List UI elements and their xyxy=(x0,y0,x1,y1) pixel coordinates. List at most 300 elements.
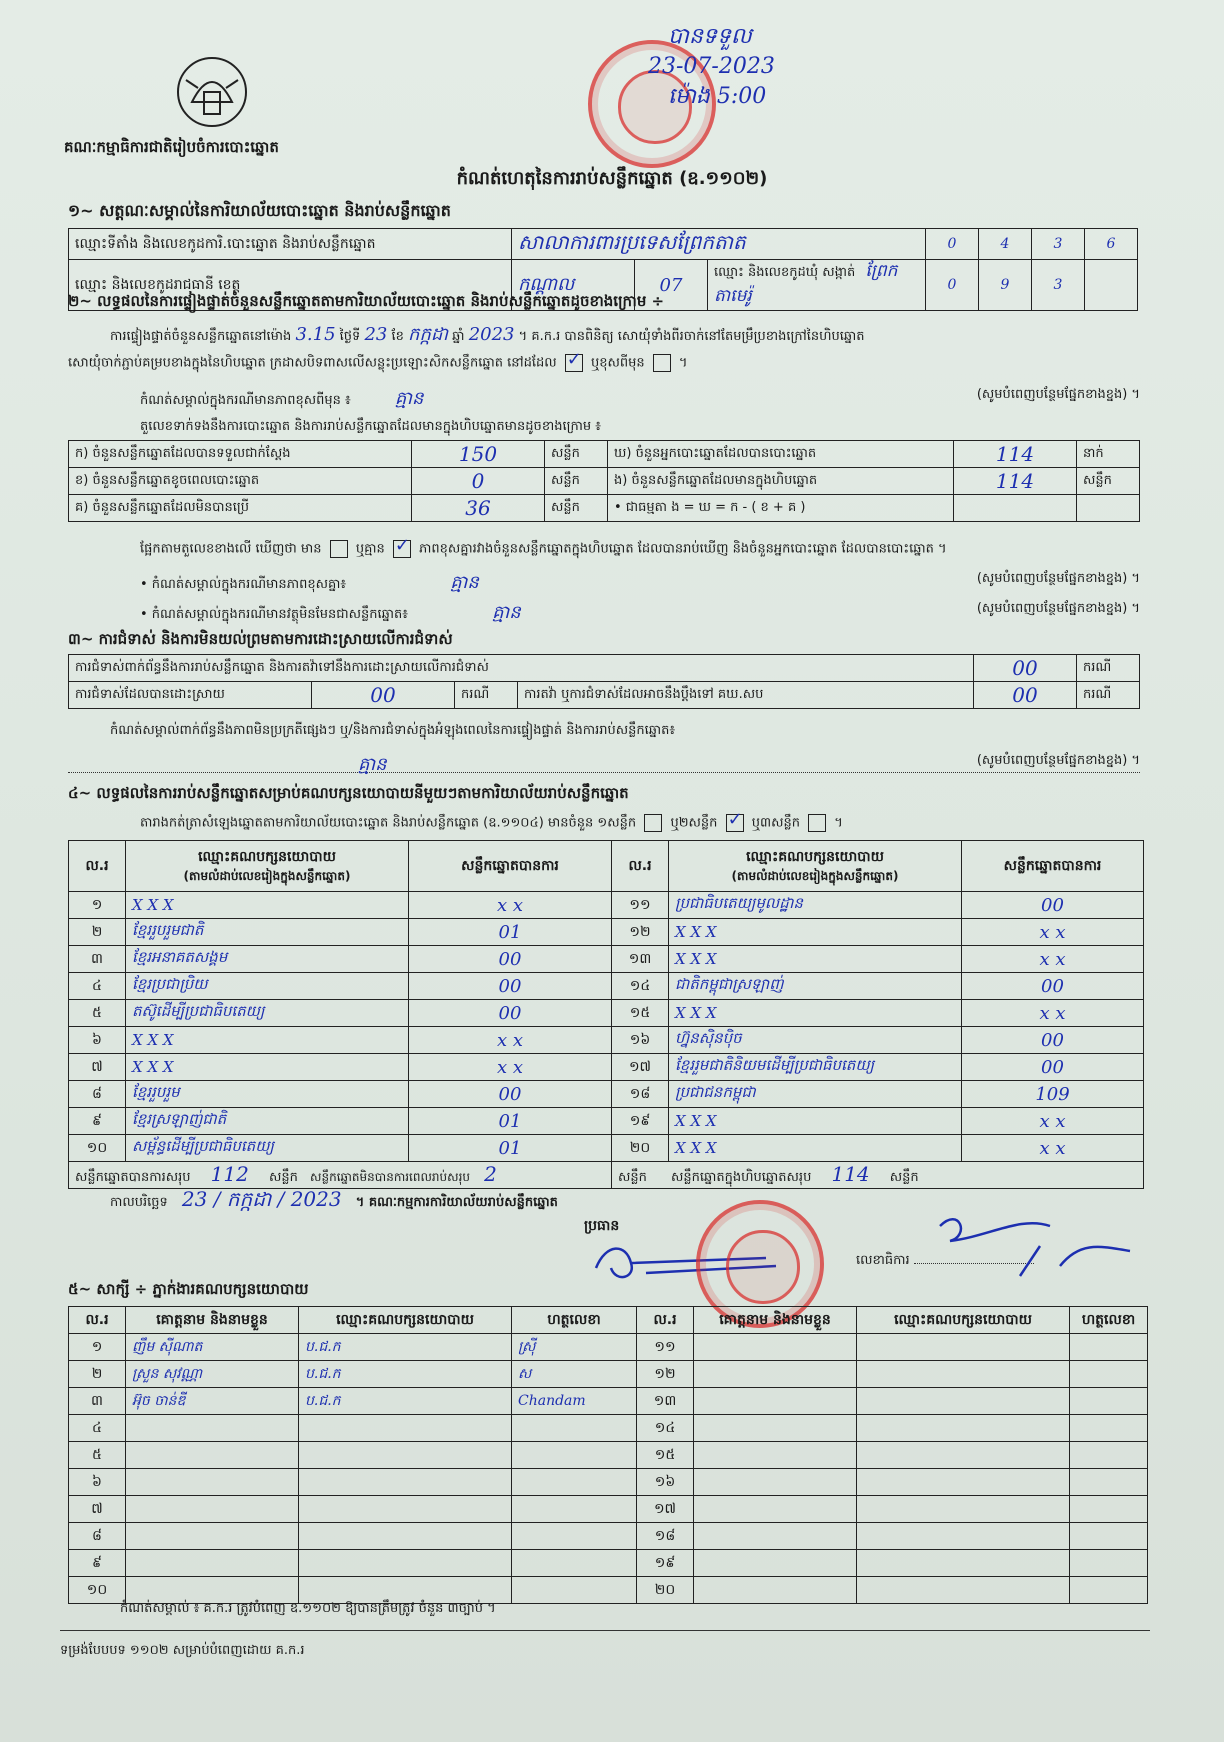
party-name: ខ្មែររួបរួមជាតិ xyxy=(126,919,409,946)
party-no: ១១ xyxy=(612,892,669,919)
party-row xyxy=(69,919,1144,946)
witness-signature xyxy=(512,1550,637,1577)
witness-no: ៦ xyxy=(69,1469,126,1496)
note1-suffix: (សូមបំពេញបន្ថែមផ្នែកខាងខ្នង) ។ xyxy=(976,387,1140,402)
count-right-value: 114 xyxy=(954,468,1077,495)
party-name: X X X xyxy=(669,1000,962,1027)
witness-party xyxy=(857,1523,1070,1550)
invalid-unit: សន្លឹក xyxy=(618,1170,647,1185)
receipt-line2: 23-07-2023 xyxy=(648,54,775,79)
party-no: ១២ xyxy=(612,919,669,946)
witness-name xyxy=(126,1442,299,1469)
note3-label: • កំណត់សម្គាល់ក្នុងករណីមានវត្ថុមិនមែនជាសន្លឹកឆ្នោត៖ xyxy=(140,607,408,622)
witness-signature xyxy=(512,1469,637,1496)
witness-no: ១២ xyxy=(637,1361,694,1388)
total-unit: សន្លឹក xyxy=(269,1170,298,1185)
party-no: ១៥ xyxy=(612,1000,669,1027)
count-left-label: ខ) ចំនួនសន្លឹកឆ្នោតខូចពេលបោះឆ្នោត xyxy=(69,468,412,495)
party-no: ៩ xyxy=(69,1108,126,1135)
witness-party xyxy=(857,1361,1070,1388)
party-no: ១៤ xyxy=(612,973,669,1000)
party-name: ជាតិកម្ពុជាស្រឡាញ់ xyxy=(669,973,962,1000)
w-col-name: គោត្តនាម និងនាមខ្លួន xyxy=(126,1307,299,1334)
witness-no: ១១ xyxy=(637,1334,694,1361)
count-left-value: 0 xyxy=(412,468,545,495)
witness-row xyxy=(69,1361,1148,1388)
note2-suffix: (សូមបំពេញបន្ថែមផ្នែកខាងខ្នង) ។ xyxy=(976,571,1140,586)
section3-note: កំណត់សម្គាល់ពាក់ព័ន្ធនឹងភាពមិនប្រក្រតីផ្សេងៗ ឬ/និងការជំទាស់ក្នុងអំឡុងពេលនៃការផ្ទៀងផ្ទាត់ និងការរាប់សន្លឹកឆ្នោត៖ xyxy=(110,723,676,738)
witness-no: ៤ xyxy=(69,1415,126,1442)
commune-value: ព្រែកតាមេរ៉ូ xyxy=(714,261,898,306)
unchanged-checkbox[interactable] xyxy=(565,354,583,372)
witness-no: ១៧ xyxy=(637,1496,694,1523)
party-row xyxy=(69,1054,1144,1081)
witness-no: ១៩ xyxy=(637,1550,694,1577)
witness-party xyxy=(857,1496,1070,1523)
witness-no: ៥ xyxy=(69,1442,126,1469)
party-name: X X X xyxy=(126,892,409,919)
party-name: X X X xyxy=(669,919,962,946)
witness-party xyxy=(299,1523,512,1550)
w-col-sign-r: ហត្ថលេខា xyxy=(1070,1307,1148,1334)
witness-signature xyxy=(1070,1496,1148,1523)
party-votes: 01 xyxy=(409,919,612,946)
section1-heading: ១~ សត្តណៈសម្គាល់នៃការិយាល័យបោះឆ្នោត និងរាប់សន្លឹកឆ្នោត xyxy=(68,201,451,220)
province-value: កណ្ដាល xyxy=(512,260,635,311)
witness-row xyxy=(69,1523,1148,1550)
total-label: សន្លឹកឆ្នោតបានការសរុប xyxy=(75,1170,191,1185)
note3-row xyxy=(140,600,1140,627)
witness-name xyxy=(126,1415,299,1442)
witness-name xyxy=(126,1496,299,1523)
witness-signature xyxy=(1070,1334,1148,1361)
witness-party xyxy=(857,1442,1070,1469)
witness-name xyxy=(694,1334,857,1361)
witness-signature xyxy=(512,1442,637,1469)
witness-table xyxy=(68,1306,1148,1604)
col-votes-left: សន្លឹកឆ្នោតបានការ xyxy=(409,841,612,892)
witness-name xyxy=(126,1550,299,1577)
count-table xyxy=(68,440,1140,522)
p1-b: ថ្ងៃទី xyxy=(339,329,361,344)
w-col-party-r: ឈ្មោះគណបក្សនយោបាយ xyxy=(857,1307,1070,1334)
witness-no: ៩ xyxy=(69,1550,126,1577)
objection-unit: ករណី xyxy=(1077,655,1140,682)
witness-party xyxy=(299,1469,512,1496)
p2-text: សោយ៉ំចាក់ភ្ជាប់គម្របខាងក្នុងនៃហិបឆ្នោត ក្រដាសបិទពាសលើសន្លុះប្រឡោះសិកសន្លឹកឆ្នោត នៅដដែល xyxy=(68,355,557,371)
appeal-value: 00 xyxy=(974,682,1077,709)
p1-a: ការផ្ទៀងផ្ទាត់ចំនួនសន្លឹកឆ្នោតនៅម៉ោង xyxy=(110,329,292,344)
two-sheet-checkbox[interactable] xyxy=(726,814,744,832)
witness-party xyxy=(299,1496,512,1523)
party-name: តស៊ូដើម្បីប្រជាធិបតេយ្យ xyxy=(126,1000,409,1027)
p1-d: ឆ្នាំ xyxy=(452,329,465,344)
compare-c: ភាពខុសគ្នារវាងចំនួនសន្លឹកឆ្នោតក្នុងហិបឆ្នោត ដែលបានរាប់ឃើញ និងចំនួនអ្នកបោះឆ្នោត ដែលបានបោះឆ្នោត ។ xyxy=(419,541,947,557)
witness-row xyxy=(69,1496,1148,1523)
witness-signature xyxy=(512,1415,637,1442)
chair-label: ប្រធាន xyxy=(584,1218,620,1234)
witness-name xyxy=(694,1388,857,1415)
secretary-signature xyxy=(930,1206,1160,1286)
party-name: X X X xyxy=(126,1027,409,1054)
party-votes: x x xyxy=(409,1027,612,1054)
party-no: ១៩ xyxy=(612,1108,669,1135)
note2-value: គ្មាន xyxy=(450,572,479,593)
note2-row xyxy=(140,570,1140,597)
witness-signature: Chandam xyxy=(512,1388,637,1415)
party-row xyxy=(69,1027,1144,1054)
appeal-unit: ករណី xyxy=(1077,682,1140,709)
col-party-left-title: ឈ្មោះគណបក្សនយោបាយ xyxy=(198,848,336,865)
witness-name xyxy=(694,1442,857,1469)
witness-name xyxy=(694,1415,857,1442)
station-code-digit: 0 xyxy=(926,229,979,260)
w-col-party: ឈ្មោះគណបក្សនយោបាយ xyxy=(299,1307,512,1334)
witness-no: ១០ xyxy=(69,1577,126,1604)
witness-name xyxy=(694,1469,857,1496)
party-no: ៤ xyxy=(69,973,126,1000)
date-value: 23 / កក្កដា / 2023 xyxy=(181,1187,342,1211)
count-left-value: 150 xyxy=(412,441,545,468)
witness-row xyxy=(69,1415,1148,1442)
party-no: ៥ xyxy=(69,1000,126,1027)
note3-suffix: (សូមបំពេញបន្ថែមផ្នែកខាងខ្នង) ។ xyxy=(976,601,1140,616)
section3-note-row xyxy=(68,752,1140,773)
footer-rule xyxy=(60,1630,1150,1631)
witness-signature: ស្រ៊ី xyxy=(512,1334,637,1361)
count-left-value: 36 xyxy=(412,495,545,522)
w-col-sign: ហត្ថលេខា xyxy=(512,1307,637,1334)
witness-no: ៨ xyxy=(69,1523,126,1550)
witness-signature xyxy=(1070,1442,1148,1469)
commune-label-text: ឈ្មោះ និងលេខកូដឃុំ សង្កាត់ xyxy=(714,265,856,280)
count-left-unit: សន្លឹក xyxy=(545,441,608,468)
invalid-value: 2 xyxy=(484,1162,497,1186)
col-votes-right: សន្លឹកឆ្នោតបានការ xyxy=(962,841,1144,892)
commune-code-digit: 3 xyxy=(1032,260,1085,311)
note1-label: កំណត់សម្គាល់ក្នុងករណីមានភាពខុសពីមុន ៖ xyxy=(140,393,351,408)
s4-intro-a: តារាងកត់ត្រាសំឡេងឆ្នោតតាមការិយាល័យបោះឆ្នោត និងរាប់សន្លឹកឆ្នោត (ឧ.១១០៤) មានចំនួន ១សន្លឹក xyxy=(140,815,637,831)
footnote: កំណត់សម្គាល់ ៖ គ.ក.រ ត្រូវបំពេញ ឧ.១១០២ ឱ្យបានត្រឹមត្រូវ ចំនួន ៣ច្បាប់ ។ xyxy=(120,1601,496,1616)
box-unit: សន្លឹក xyxy=(889,1170,919,1185)
box-label: សន្លឹកឆ្នោតក្នុងហិបឆ្នោតសរុប xyxy=(671,1170,812,1185)
witness-party xyxy=(857,1334,1070,1361)
witness-row xyxy=(69,1334,1148,1361)
party-name: ខ្មែរស្រឡាញ់ជាតិ xyxy=(126,1108,409,1135)
witness-party xyxy=(857,1469,1070,1496)
secretary-label: លេខាធិការ xyxy=(856,1253,910,1268)
objection-label: ការជំទាស់ពាក់ព័ន្ធនឹងការរាប់សន្លឹកឆ្នោត និងការតវ៉ាទៅនឹងការដោះស្រាយលើការជំទាស់ xyxy=(69,655,974,682)
commune-code-digit: 9 xyxy=(979,260,1032,311)
col-party-right xyxy=(669,841,962,892)
witness-signature xyxy=(512,1523,637,1550)
note1-row xyxy=(140,386,1140,413)
party-no: ១៣ xyxy=(612,946,669,973)
party-no: ១ xyxy=(69,892,126,919)
witness-name xyxy=(694,1577,857,1604)
w-col-name-r: គោត្តនាម និងនាមខ្លួន xyxy=(694,1307,857,1334)
compare-b: ឬគ្មាន xyxy=(355,541,385,557)
col-no-right: ល.រ xyxy=(612,841,669,892)
empty-cell xyxy=(1085,260,1138,311)
witness-party xyxy=(299,1442,512,1469)
witness-party xyxy=(857,1388,1070,1415)
witness-no: ១៦ xyxy=(637,1469,694,1496)
party-votes: 00 xyxy=(962,1054,1144,1081)
party-no: ១៨ xyxy=(612,1081,669,1108)
witness-signature: ស xyxy=(512,1361,637,1388)
party-no: ២ xyxy=(69,919,126,946)
resolved-value: 00 xyxy=(312,682,455,709)
resolved-unit: ករណី xyxy=(455,682,518,709)
party-no: ២០ xyxy=(612,1135,669,1162)
witness-party: ប.ជ.ក xyxy=(299,1388,512,1415)
party-name: ប្រជាជនកម្ពុជា xyxy=(669,1081,962,1108)
polling-station-value: សាលាការពារប្រទេសព្រែកតាត xyxy=(512,229,926,260)
resolved-label: ការជំទាស់ដែលបានដោះស្រាយ xyxy=(69,682,312,709)
no-difference-checkbox[interactable] xyxy=(393,540,411,558)
witness-party xyxy=(299,1415,512,1442)
party-no: ៦ xyxy=(69,1027,126,1054)
witness-no: ៣ xyxy=(69,1388,126,1415)
witness-no: ២ xyxy=(69,1361,126,1388)
party-votes: x x xyxy=(962,946,1144,973)
witness-signature xyxy=(1070,1469,1148,1496)
note2-label: • កំណត់សម្គាល់ក្នុងករណីមានភាពខុសគ្នា៖ xyxy=(140,577,347,592)
p1-day: 23 xyxy=(364,324,388,345)
section4-heading: ៤~ លទ្ធផលនៃការរាប់សន្លឹកឆ្នោតសម្រាប់គណបក្សនយោបាយនីមួយៗតាមការិយាល័យរាប់សន្លឹកឆ្នោត xyxy=(68,784,629,802)
section3-heading: ៣~ ការជំទាស់ និងការមិនយល់ព្រមតាមការដោះស្រាយលើការជំទាស់ xyxy=(68,630,453,648)
party-name: X X X xyxy=(669,946,962,973)
party-votes: 01 xyxy=(409,1108,612,1135)
party-no: ៨ xyxy=(69,1081,126,1108)
count-row xyxy=(69,495,1140,522)
party-votes: 01 xyxy=(409,1135,612,1162)
polling-station-label: ឈ្មោះទីតាំង និងលេខកូដការិ.បោះឆ្នោត និងរាប់សន្លឹកឆ្នោត xyxy=(69,229,512,260)
party-row xyxy=(69,1081,1144,1108)
note3-value: គ្មាន xyxy=(492,602,521,623)
party-name: ប្រជាធិបតេយ្យមូលដ្ឋាន xyxy=(669,892,962,919)
party-name: ហ្វ៊ុនស៊ិនប៉ិច xyxy=(669,1027,962,1054)
one-sheet-checkbox[interactable] xyxy=(644,814,662,832)
witness-name xyxy=(126,1469,299,1496)
witness-signature xyxy=(1070,1577,1148,1604)
witness-name: ស្រួន សុវណ្ណា xyxy=(126,1361,299,1388)
witness-no: ១៤ xyxy=(637,1415,694,1442)
witness-no: ១៣ xyxy=(637,1388,694,1415)
witness-name xyxy=(694,1523,857,1550)
party-row xyxy=(69,1108,1144,1135)
party-votes: 00 xyxy=(962,973,1144,1000)
witness-no: ២០ xyxy=(637,1577,694,1604)
party-name: X X X xyxy=(669,1108,962,1135)
w-col-no-r: ល.រ xyxy=(637,1307,694,1334)
section2-para2: សោយ៉ំចាក់ភ្ជាប់គម្របខាងក្នុងនៃហិបឆ្នោត ក្រដាសបិទពាសលើសន្លុះប្រឡោះសិកសន្លឹកឆ្នោត នៅដដែល ✓ ឬខុសពីមុន ។ xyxy=(68,354,687,374)
witness-row xyxy=(69,1388,1148,1415)
party-votes: 00 xyxy=(409,1081,612,1108)
section2-heading: ២~ លទ្ធផលនៃការផ្ទៀងផ្ទាត់ចំនួនសន្លឹកឆ្នោតតាមការិយាល័យបោះឆ្នោត និងរាប់សន្លឹកឆ្នោតដូចខាងក្រោម ÷ xyxy=(68,292,665,310)
party-row xyxy=(69,973,1144,1000)
witness-no: ៧ xyxy=(69,1496,126,1523)
date-label: កាលបរិច្ឆេទ xyxy=(110,1195,168,1210)
party-votes: 00 xyxy=(962,1027,1144,1054)
witness-name xyxy=(694,1361,857,1388)
witness-name xyxy=(126,1523,299,1550)
receipt-note xyxy=(648,22,775,112)
province-label: ឈ្មោះ និងលេខកូដរាជធានី ខេត្ត xyxy=(69,260,512,311)
party-row xyxy=(69,1135,1144,1162)
witness-party xyxy=(857,1577,1070,1604)
witness-signature xyxy=(1070,1415,1148,1442)
count-left-label: គ) ចំនួនសន្លឹកឆ្នោតដែលមិនបានប្រើ xyxy=(69,495,412,522)
party-name: X X X xyxy=(669,1135,962,1162)
three-sheet-checkbox[interactable] xyxy=(808,814,826,832)
form-note: ទម្រង់បែបបទ ១១០២ សម្រាប់បំពេញដោយ គ.ក.រ xyxy=(60,1643,305,1658)
witness-signature xyxy=(1070,1388,1148,1415)
party-votes: 00 xyxy=(409,973,612,1000)
party-votes: x x xyxy=(962,1000,1144,1027)
date-row xyxy=(110,1186,558,1216)
witness-no: ១៥ xyxy=(637,1442,694,1469)
party-row xyxy=(69,892,1144,919)
objection-table xyxy=(68,654,1140,709)
count-right-value xyxy=(954,495,1077,522)
count-right-label: ឃ) ចំនួនអ្នកបោះឆ្នោតដែលបានបោះឆ្នោត xyxy=(608,441,954,468)
witness-party: ប.ជ.ក xyxy=(299,1361,512,1388)
receipt-line1: បានទទួល xyxy=(668,24,752,49)
party-no: ៧ xyxy=(69,1054,126,1081)
p1-month: កក្កដា xyxy=(408,324,449,345)
party-name: ខ្មែររួមជាតិនិយមដើម្បីប្រជាធិបតេយ្យ xyxy=(669,1054,962,1081)
party-results-table xyxy=(68,840,1144,1189)
count-left-label: ក) ចំនួនសន្លឹកឆ្នោតដែលបានទទួលជាក់ស្ដែង xyxy=(69,441,412,468)
party-votes: 00 xyxy=(409,946,612,973)
org-name: គណៈកម្មាធិការជាតិរៀបចំការបោះឆ្នោត xyxy=(64,138,279,156)
witness-no: ១ xyxy=(69,1334,126,1361)
emblem-logo xyxy=(172,52,252,132)
party-votes: x x xyxy=(409,1054,612,1081)
compare-a: ផ្អែកតាមតួលេខខាងលើ ឃើញថា មាន xyxy=(140,541,322,557)
witness-party xyxy=(299,1550,512,1577)
receipt-line3: ម៉ោង 5:00 xyxy=(668,84,767,109)
p1-e: ។ គ.ក.រ បានពិនិត្យ សោយ៉ំទាំងពីរចាក់នៅតែមម្រឹប្រខាងក្រៅនៃហិបឆ្នោត xyxy=(518,329,865,344)
invalid-label: សន្លឹកឆ្នោតមិនបានការពេលរាប់សរុប xyxy=(310,1170,470,1184)
witness-no: ១៨ xyxy=(637,1523,694,1550)
count-row xyxy=(69,441,1140,468)
changed-checkbox[interactable] xyxy=(653,354,671,372)
party-name: ខ្មែរអនាគតសង្គម xyxy=(126,946,409,973)
section5-heading: ៥~ សាក្សី ÷ ភ្នាក់ងារគណបក្សនយោបាយ xyxy=(68,1280,309,1298)
p1-time: 3.15 xyxy=(295,324,336,345)
witness-row xyxy=(69,1442,1148,1469)
s4-intro-c: ឬ៣សន្លឹក xyxy=(751,815,800,831)
party-no: ៣ xyxy=(69,946,126,973)
note1-value: គ្មាន xyxy=(394,388,424,409)
commune-label xyxy=(708,260,926,311)
section3-note-value: គ្មាន xyxy=(358,754,387,775)
station-code-digit: 3 xyxy=(1032,229,1085,260)
count-left-unit: សន្លឹក xyxy=(545,495,608,522)
party-no: ១៦ xyxy=(612,1027,669,1054)
committee-label: ។ គណៈកម្មការការិយាល័យរាប់សន្លឹកឆ្នោត xyxy=(355,1195,558,1210)
col-party-right-sub: (តាមលំដាប់លេខរៀងក្នុងសន្លឹកឆ្នោត) xyxy=(731,868,899,883)
count-right-label: • ជាធម្មតា ង = ឃ = ក - ( ខ + គ ) xyxy=(608,495,954,522)
party-name: X X X xyxy=(126,1054,409,1081)
section3-note-suffix: (សូមបំពេញបន្ថែមផ្នែកខាងខ្នង) ។ xyxy=(976,753,1140,768)
witness-name xyxy=(694,1496,857,1523)
witness-name xyxy=(694,1550,857,1577)
appeal-label: ការតវ៉ា ឬការជំទាស់ដែលអាចនឹងប្ដឹងទៅ គឃ.សប xyxy=(518,682,974,709)
witness-name: ញឹម ស៊ីណាត xyxy=(126,1334,299,1361)
witness-party xyxy=(857,1550,1070,1577)
party-votes: x x xyxy=(962,919,1144,946)
objection-value: 00 xyxy=(974,655,1077,682)
station-code-digit: 6 xyxy=(1085,229,1138,260)
box-value: 114 xyxy=(831,1162,870,1186)
witness-row xyxy=(69,1550,1148,1577)
count-right-unit: នាក់ xyxy=(1077,441,1140,468)
col-party-left xyxy=(126,841,409,892)
col-no-left: ល.រ xyxy=(69,841,126,892)
party-votes: 00 xyxy=(962,892,1144,919)
witness-party xyxy=(857,1415,1070,1442)
witness-party: ប.ជ.ក xyxy=(299,1334,512,1361)
section2-para1 xyxy=(110,322,1150,349)
party-name: ខ្មែររួបរួម xyxy=(126,1081,409,1108)
total-value: 112 xyxy=(210,1162,249,1186)
party-votes: x x xyxy=(962,1108,1144,1135)
witness-row xyxy=(69,1469,1148,1496)
count-right-unit: សន្លឹក xyxy=(1077,468,1140,495)
witness-signature xyxy=(1070,1550,1148,1577)
witness-signature xyxy=(1070,1523,1148,1550)
compare-row xyxy=(140,540,947,560)
section4-intro: តារាងកត់ត្រាសំឡេងឆ្នោតតាមការិយាល័យបោះឆ្នោត និងរាប់សន្លឹកឆ្នោត (ឧ.១១០៤) មានចំនួន ១សន្លឹក ឬ២សន្លឹក ✓ ឬ៣សន្លឹក ។ xyxy=(140,814,843,834)
party-votes: 00 xyxy=(409,1000,612,1027)
totals-left xyxy=(69,1162,612,1189)
province-code: 07 xyxy=(635,260,708,311)
station-code-digit: 4 xyxy=(979,229,1032,260)
p1-year: 2023 xyxy=(468,324,515,345)
form-title: កំណត់ហេតុនៃការរាប់សន្លឹកឆ្នោត (ឧ.១១០២) xyxy=(456,168,768,189)
witness-name: អ៊ុច ចាន់ឌី xyxy=(126,1388,299,1415)
party-name: សម្ព័ន្ធដើម្បីប្រជាធិបតេយ្យ xyxy=(126,1135,409,1162)
party-name: ខ្មែរប្រជាប្រិយ xyxy=(126,973,409,1000)
party-votes: x x xyxy=(962,1135,1144,1162)
has-difference-checkbox[interactable] xyxy=(330,540,348,558)
commune-code-digit: 0 xyxy=(926,260,979,311)
p1-c: ខែ xyxy=(391,329,404,344)
witness-signature xyxy=(512,1577,637,1604)
party-no: ១០ xyxy=(69,1135,126,1162)
totals-right xyxy=(612,1162,1144,1189)
col-party-right-title: ឈ្មោះគណបក្សនយោបាយ xyxy=(746,848,884,865)
party-row xyxy=(69,1000,1144,1027)
party-no: ១៧ xyxy=(612,1054,669,1081)
w-col-no: ល.រ xyxy=(69,1307,126,1334)
s4-intro-b: ឬ២សន្លឹក xyxy=(670,815,718,831)
witness-signature xyxy=(1070,1361,1148,1388)
count-left-unit: សន្លឹក xyxy=(545,468,608,495)
section2-intro: តួលេខទាក់ទងនឹងការបោះឆ្នោត និងការរាប់សន្លឹកឆ្នោតដែលមានក្នុងហិបឆ្នោតមានដូចខាងក្រោម ៖ xyxy=(140,419,601,434)
party-votes: x x xyxy=(409,892,612,919)
witness-signature xyxy=(512,1496,637,1523)
party-row xyxy=(69,946,1144,973)
count-right-unit xyxy=(1077,495,1140,522)
count-row xyxy=(69,468,1140,495)
party-votes: 109 xyxy=(962,1081,1144,1108)
count-right-value: 114 xyxy=(954,441,1077,468)
